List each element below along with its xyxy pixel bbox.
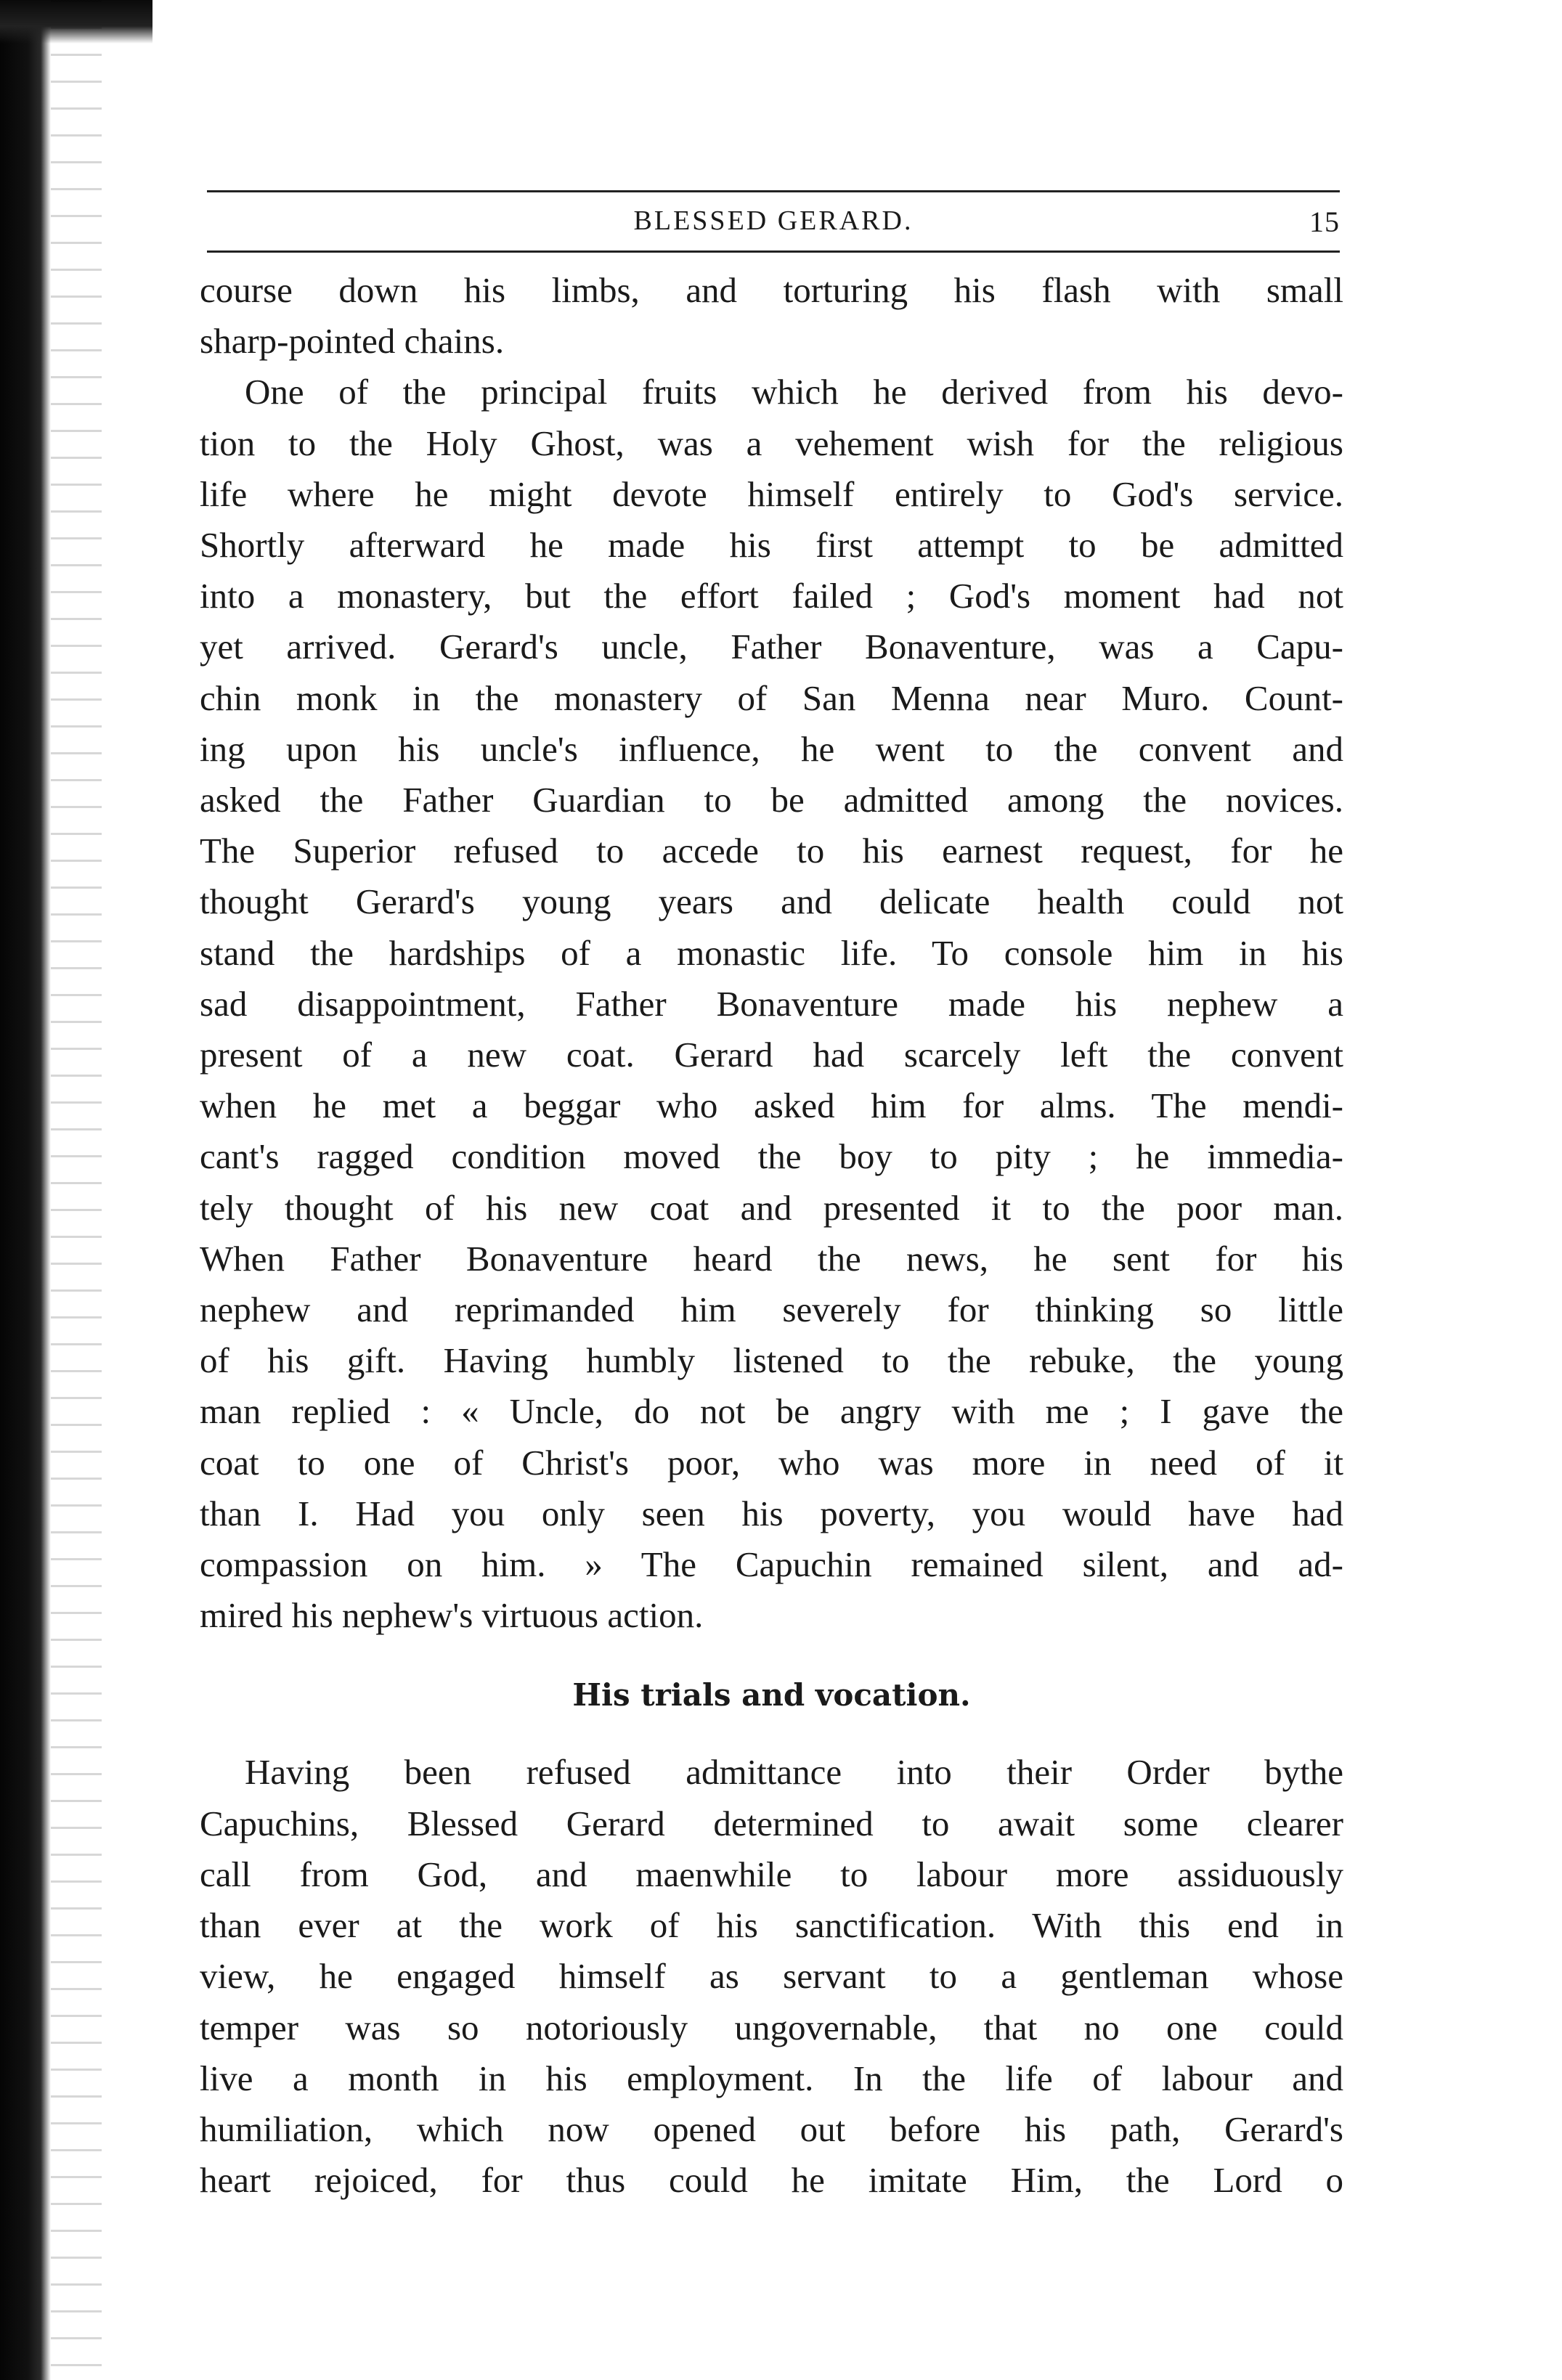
text-line: man replied : « Uncle, do not be angry with me ; I gave the — [200, 1391, 1343, 1432]
text-line: tely thought of his new coat and presented it to the poor man. — [200, 1187, 1343, 1228]
paragraph-3 — [200, 1747, 1343, 2206]
running-head — [207, 205, 1340, 245]
text-line: than ever at the work of his sanctification. With this end in — [200, 1905, 1343, 1946]
paragraph-2 — [200, 367, 1343, 1641]
text-line: cant's ragged condition moved the boy to pity ; he immedia- — [200, 1136, 1343, 1177]
text-line: One of the principal fruits which he derived from his devo- — [245, 372, 1343, 412]
section-heading: His trials and vocation. — [572, 1677, 971, 1713]
book-binding-edge — [0, 0, 51, 2380]
text-line: call from God, and maenwhile to labour more assiduously — [200, 1854, 1343, 1894]
text-line: tion to the Holy Ghost, was a vehement wish for the religious — [200, 423, 1343, 463]
scan-speckle — [51, 0, 102, 2380]
text-line: coat to one of Christ's poor, who was more in need of it — [200, 1442, 1343, 1483]
text-line: of his gift. Having humbly listened to the rebuke, the young — [200, 1340, 1343, 1381]
text-line: sad disappointment, Father Bonaventure made his nephew a — [200, 983, 1343, 1024]
text-line: yet arrived. Gerard's uncle, Father Bonaventure, was a Capu- — [200, 627, 1343, 667]
text-line: Having been refused admittance into their Order bythe — [245, 1752, 1343, 1793]
text-line: when he met a beggar who asked him for alms. The mendi- — [200, 1085, 1343, 1126]
text-line: view, he engaged himself as servant to a gentleman whose — [200, 1956, 1343, 1997]
text-line: temper was so notoriously ungovernable, that no one could — [200, 2007, 1343, 2047]
page-number: 15 — [1309, 205, 1340, 238]
page-body — [200, 265, 1343, 2206]
text-line: thought Gerard's young years and delicate health could not — [200, 881, 1343, 922]
text-line: humiliation, which now opened out before his path, Gerard's — [200, 2108, 1343, 2149]
header-rule-bottom — [207, 250, 1340, 253]
text-line: stand the hardships of a monastic life. To console him in his — [200, 932, 1343, 973]
text-line: compassion on him. » The Capuchin remained silent, and ad- — [200, 1544, 1343, 1585]
text-line: The Superior refused to accede to his earnest request, for he — [200, 831, 1343, 871]
text-line: When Father Bonaventure heard the news, he sent for his — [200, 1238, 1343, 1279]
text-line: heart rejoiced, for thus could he imitate Him, the Lord o — [200, 2160, 1343, 2201]
text-line: ing upon his uncle's influence, he went to the convent and — [200, 728, 1343, 769]
text-line: nephew and reprimanded him severely for thinking so little — [200, 1289, 1343, 1330]
text-line: present of a new coat. Gerard had scarcely left the convent — [200, 1035, 1343, 1075]
text-line: than I. Had you only seen his poverty, you would have had — [200, 1493, 1343, 1533]
paragraph-1 — [200, 265, 1343, 367]
text-line: live a month in his employment. In the life of labour and — [200, 2058, 1343, 2098]
text-line: asked the Father Guardian to be admitted among the novices. — [200, 780, 1343, 820]
text-line: Capuchins, Blessed Gerard determined to await some clearer — [200, 1803, 1343, 1843]
text-line: course down his limbs, and torturing his flash with small — [200, 270, 1343, 310]
text-line: mired his nephew's virtuous action. — [200, 1595, 704, 1636]
text-line: Shortly afterward he made his first attempt to be admitted — [200, 525, 1343, 566]
header-rule-top — [207, 190, 1340, 192]
text-line: sharp-pointed chains. — [200, 321, 505, 362]
text-line: chin monk in the monastery of San Menna near Muro. Count- — [200, 677, 1343, 718]
text-line: life where he might devote himself entirely to God's service. — [200, 473, 1343, 514]
running-head-title: BLESSED GERARD. — [633, 205, 914, 236]
text-line: into a monastery, but the effort failed ; God's moment had not — [200, 576, 1343, 616]
